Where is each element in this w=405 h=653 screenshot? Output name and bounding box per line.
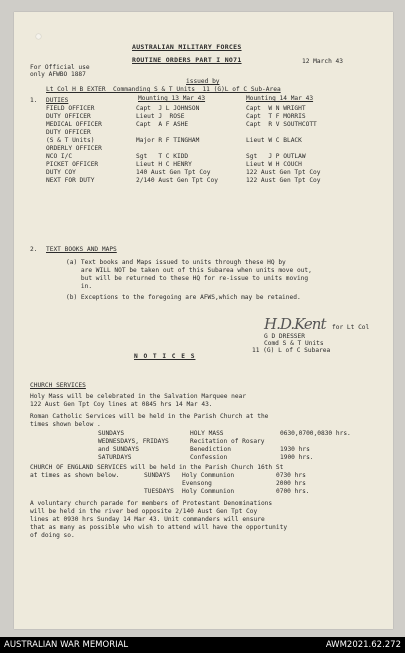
schedule-day: WEDNESDAYS, FRIDAYS: [98, 438, 169, 445]
archive-footer: [0, 637, 405, 653]
duty-role-label: FIELD OFFICER: [46, 105, 95, 112]
paragraph-line: but will be returned to these HQ for re-issue to units moving: [66, 275, 309, 282]
duty-assignment-13mar: Lieut H C HENRY: [136, 161, 192, 168]
duty-assignment-13mar: 2/140 Aust Gen Tpt Coy: [136, 177, 218, 184]
schedule-day: SUNDAYS: [144, 472, 171, 479]
paragraph-line: times shown below .: [30, 421, 101, 428]
duty-role-label: (S & T Units): [46, 137, 95, 144]
schedule-service: Evensong: [182, 480, 212, 487]
issued-by: issued by: [186, 78, 220, 85]
duty-role-label: DUTY OFFICER: [46, 113, 91, 120]
punch-hole: [36, 34, 41, 39]
paragraph-line: of doing so.: [30, 532, 75, 539]
paragraph-line: CHURCH OF ENGLAND SERVICES will be held in the Parish Church 16th St: [30, 464, 284, 471]
church-services-heading: CHURCH SERVICES: [30, 382, 86, 389]
paragraph-line: lines at 0930 hrs Sunday 14 Mar 43. Unit commanders will ensure: [30, 516, 265, 523]
duty-assignment-14mar: 122 Aust Gen Tpt Coy: [246, 169, 321, 176]
force-heading: AUSTRALIAN MILITARY FORCES: [132, 43, 242, 51]
schedule-time: 0630,0700,0830 hrs.: [280, 430, 351, 437]
orders-date: 12 March 43: [302, 58, 343, 65]
signatory-unit: 11 (G) L of C Subarea: [252, 347, 331, 354]
footer-accession-number: AWM2021.62.272: [325, 640, 401, 650]
duty-assignment-13mar: 140 Aust Gen Tpt Coy: [136, 169, 211, 176]
duty-role-label: DUTY COY: [46, 169, 76, 176]
paragraph-line: that as many as possible who wish to attend will have the opportunity: [30, 524, 288, 531]
duty-role-label: NCO I/C: [46, 153, 73, 160]
duties-col2-header: Mounting 14 Mar 43: [246, 95, 314, 102]
duty-assignment-14mar: Lieut W C BLACK: [246, 137, 302, 144]
schedule-service: Holy Communion: [182, 472, 235, 479]
schedule-service: Holy Communion: [182, 488, 235, 495]
schedule-day: SATURDAYS: [98, 454, 132, 461]
duty-assignment-13mar: Capt J L JOHNSON: [136, 105, 200, 112]
duty-role-label: NEXT FOR DUTY: [46, 177, 95, 184]
duty-assignment-14mar: Sgt J P OUTLAW: [246, 153, 306, 160]
duty-assignment-13mar: Lieut J ROSE: [136, 113, 185, 120]
footer-institution: AUSTRALIAN WAR MEMORIAL: [4, 640, 129, 650]
paragraph-line: (a) Text books and Maps issued to units through these HQ by: [66, 259, 286, 266]
textbooks-title: TEXT BOOKS AND MAPS: [46, 246, 117, 253]
schedule-service: Confession: [190, 454, 228, 461]
paragraph-line: Holy Mass will be celebrated in the Salvation Marquee near: [30, 393, 247, 400]
paragraph-line: Roman Catholic Services will be held in the Parish Church at the: [30, 413, 269, 420]
duty-assignment-13mar: Capt A F ASHE: [136, 121, 189, 128]
paragraph-line: are WILL NOT be taken out of this Subarea when units move out,: [66, 267, 312, 274]
schedule-time: 1900 hrs.: [280, 454, 314, 461]
duty-role-label: DUTY OFFICER: [46, 129, 91, 136]
schedule-day: SUNDAYS: [98, 430, 125, 437]
paragraph-line: at times as shown below.: [30, 472, 120, 479]
paragraph-line: will be held in the river bed opposite 2/140 Aust Gen Tpt Coy: [30, 508, 258, 515]
schedule-day: and SUNDAYS: [98, 446, 139, 453]
official-use-line1: For Official use: [30, 64, 90, 71]
orders-title: ROUTINE ORDERS PART I NO71: [132, 56, 242, 64]
duty-assignment-14mar: Capt T F MORRIS: [246, 113, 306, 120]
textbooks-para-b: (b) Exceptions to the foregoing are AFWS,which may be retained.: [66, 294, 301, 301]
duties-col1-header: Mounting 13 Mar 43: [138, 95, 206, 102]
duty-assignment-14mar: Capt W N WRIGHT: [246, 105, 306, 112]
signature-for: for Lt Col: [332, 324, 370, 331]
schedule-time: 2000 hrs: [276, 480, 306, 487]
schedule-day: TUESDAYS: [144, 488, 174, 495]
schedule-service: HOLY MASS: [190, 430, 224, 437]
signatory-name: G D DRESSER: [264, 333, 305, 340]
paragraph-line: A voluntary church parade for members of Protestant Denominations: [30, 500, 273, 507]
duty-assignment-14mar: 122 Aust Gen Tpt Coy: [246, 177, 321, 184]
document-page: [14, 12, 393, 629]
duties-title: DUTIES: [46, 97, 69, 104]
duty-assignment-13mar: Sgt T C KIDD: [136, 153, 189, 160]
paragraph-line: 122 Aust Gen Tpt Coy lines at 0845 hrs 14 Mar 43.: [30, 401, 213, 408]
schedule-service: Benediction: [190, 446, 231, 453]
schedule-time: 1930 hrs: [280, 446, 310, 453]
notices-heading: N O T I C E S: [134, 353, 196, 360]
handwritten-signature: H.D.Kent: [264, 315, 326, 333]
duty-role-label: ORDERLY OFFICER: [46, 145, 102, 152]
signatory-title: Comd S & T Units: [264, 340, 324, 347]
duty-role-label: PICKET OFFICER: [46, 161, 99, 168]
duty-assignment-14mar: Lieut W H COUCH: [246, 161, 302, 168]
duty-role-label: MEDICAL OFFICER: [46, 121, 102, 128]
issuer-line: Lt Col H B EXTER Commanding S & T Units 11 (G)L of C Sub-Area: [46, 86, 281, 93]
schedule-service: Recitation of Rosary: [190, 438, 265, 445]
paragraph-line: in.: [66, 283, 93, 290]
schedule-time: 0730 hrs: [276, 472, 306, 479]
schedule-time: 0700 hrs.: [276, 488, 310, 495]
duties-number: 1.: [30, 97, 38, 104]
textbooks-number: 2.: [30, 246, 38, 253]
official-use-line2: only AFWBO 1887: [30, 71, 86, 78]
duty-assignment-13mar: Major R F TINGHAM: [136, 137, 200, 144]
duty-assignment-14mar: Capt R V SOUTHCOTT: [246, 121, 317, 128]
